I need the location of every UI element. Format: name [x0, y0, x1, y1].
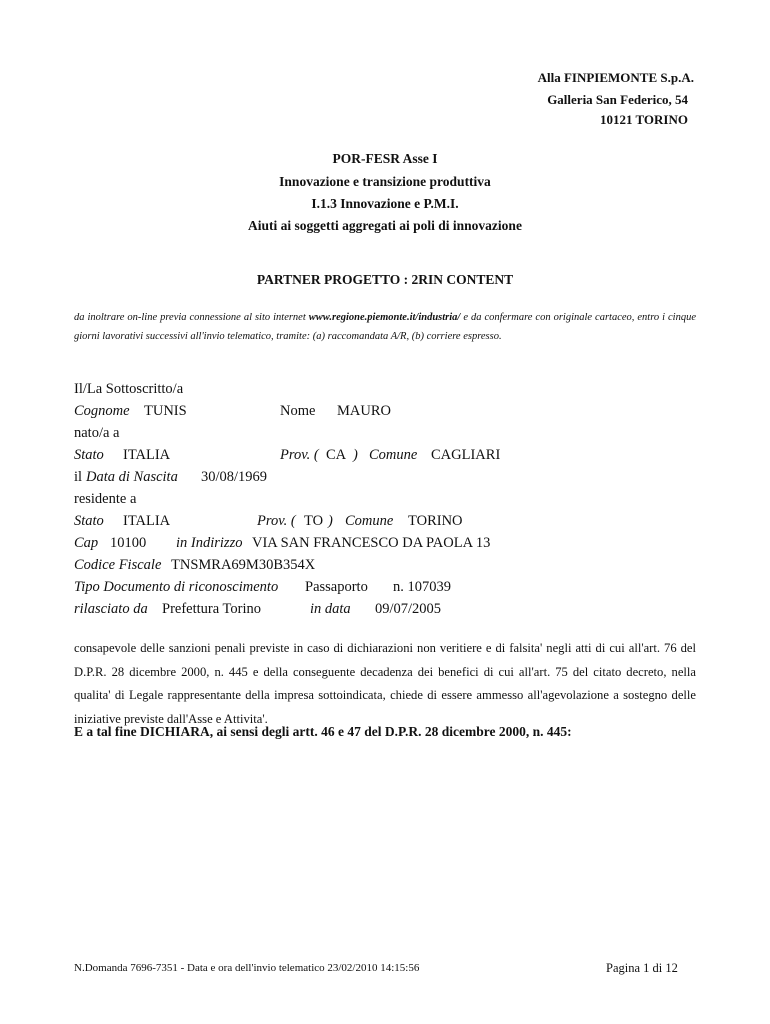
nome-label: Nome [280, 403, 316, 419]
codice-fiscale-value: TNSMRA69M30B354X [171, 557, 316, 573]
instructions-prefix: da inoltrare on-line previa connessione al sito internet [74, 312, 306, 323]
birth-stato-label: Stato [74, 447, 104, 463]
recipient-line-2: Galleria San Federico, 54 [547, 92, 688, 107]
issued-by-label: rilasciato da [74, 601, 148, 617]
issued-by-value: Prefettura Torino [162, 601, 261, 617]
born-label: nato/a a [74, 425, 120, 441]
cognome-label: Cognome [74, 403, 130, 419]
submission-instructions [74, 308, 696, 346]
doc-type-label: Tipo Documento di riconoscimento [74, 579, 279, 595]
res-stato-label: Stato [74, 513, 104, 529]
res-comune-value: TORINO [408, 513, 463, 529]
birth-prov-label: Prov. ( [280, 447, 319, 463]
indirizzo-value: VIA SAN FRANCESCO DA PAOLA 13 [252, 535, 491, 551]
cap-value: 10100 [110, 535, 147, 551]
il-label: il [74, 469, 83, 485]
birth-comune-label: Comune [369, 447, 418, 463]
res-prov-label: Prov. ( [257, 513, 296, 529]
resident-label: residente a [74, 491, 137, 507]
program-title: POR-FESR Asse I [332, 151, 438, 166]
birth-date-label: Data di Nascita [86, 469, 178, 485]
undersigned-label: Il/La Sottoscritto/a [74, 381, 184, 397]
codice-fiscale-label: Codice Fiscale [74, 557, 162, 573]
doc-number-value: n. 107039 [393, 579, 451, 595]
nome-value: MAURO [337, 403, 391, 419]
res-prov-value: TO [304, 513, 324, 529]
birth-stato-value: ITALIA [123, 447, 171, 463]
instructions-suffix: e da confermare con originale cartaceo, entro i cinque giorni lavorativi successivi all'invio telematico, tramite: (a) raccomandata A/R, (b) corriere espresso. [74, 312, 697, 342]
program-measure: I.1.3 Innovazione e P.M.I. [311, 196, 459, 211]
program-axis: Innovazione e transizione produttiva [279, 174, 491, 189]
cap-label: Cap [74, 535, 99, 551]
page-number: Pagina 1 di 12 [606, 961, 678, 975]
doc-type-value: Passaporto [305, 579, 368, 595]
cognome-value: TUNIS [144, 403, 187, 419]
indirizzo-label: in Indirizzo [176, 535, 243, 551]
res-comune-label: Comune [345, 513, 394, 529]
issued-date-label: in data [310, 601, 351, 617]
partner-title: PARTNER PROGETTO : 2RIN CONTENT [256, 272, 514, 287]
declaration-heading: E a tal fine DICHIARA, ai sensi degli artt. 46 e 47 del D.P.R. 28 dicembre 2000, n. 445: [74, 724, 572, 739]
recipient-line-1: Alla FINPIEMONTE S.p.A. [537, 70, 694, 85]
program-subtitle: Aiuti ai soggetti aggregati ai poli di innovazione [248, 218, 522, 233]
statement-paragraph: consapevole delle sanzioni penali previste in caso di dichiarazioni non veritiere e di falsita' negli atti di cui all'art. 76 del D.P.R. 28 dicembre 2000, n. 445 e della conseguente decadenza dei benefici di cui all'art. 75 del citato decreto, nella qualita' di Legale rappresentante della impresa sottoindicata, chiede di essere ammesso all'agevolazione a sostegno delle iniziative previste dall'Asse e Attivita'. [74, 641, 696, 726]
res-prov-close: ) [328, 513, 333, 529]
instructions-url: www.regione.piemonte.it/industria/ [308, 312, 461, 323]
birth-prov-close: ) [353, 447, 358, 463]
birth-comune-value: CAGLIARI [431, 447, 501, 463]
recipient-line-3: 10121 TORINO [599, 112, 688, 127]
footer-submission-info: N.Domanda 7696-7351 - Data e ora dell'invio telematico 23/02/2010 14:15:56 [74, 962, 420, 974]
birth-date-value: 30/08/1969 [201, 469, 268, 485]
res-stato-value: ITALIA [123, 513, 171, 529]
birth-prov-value: CA [326, 447, 347, 463]
issued-date-value: 09/07/2005 [375, 601, 442, 617]
